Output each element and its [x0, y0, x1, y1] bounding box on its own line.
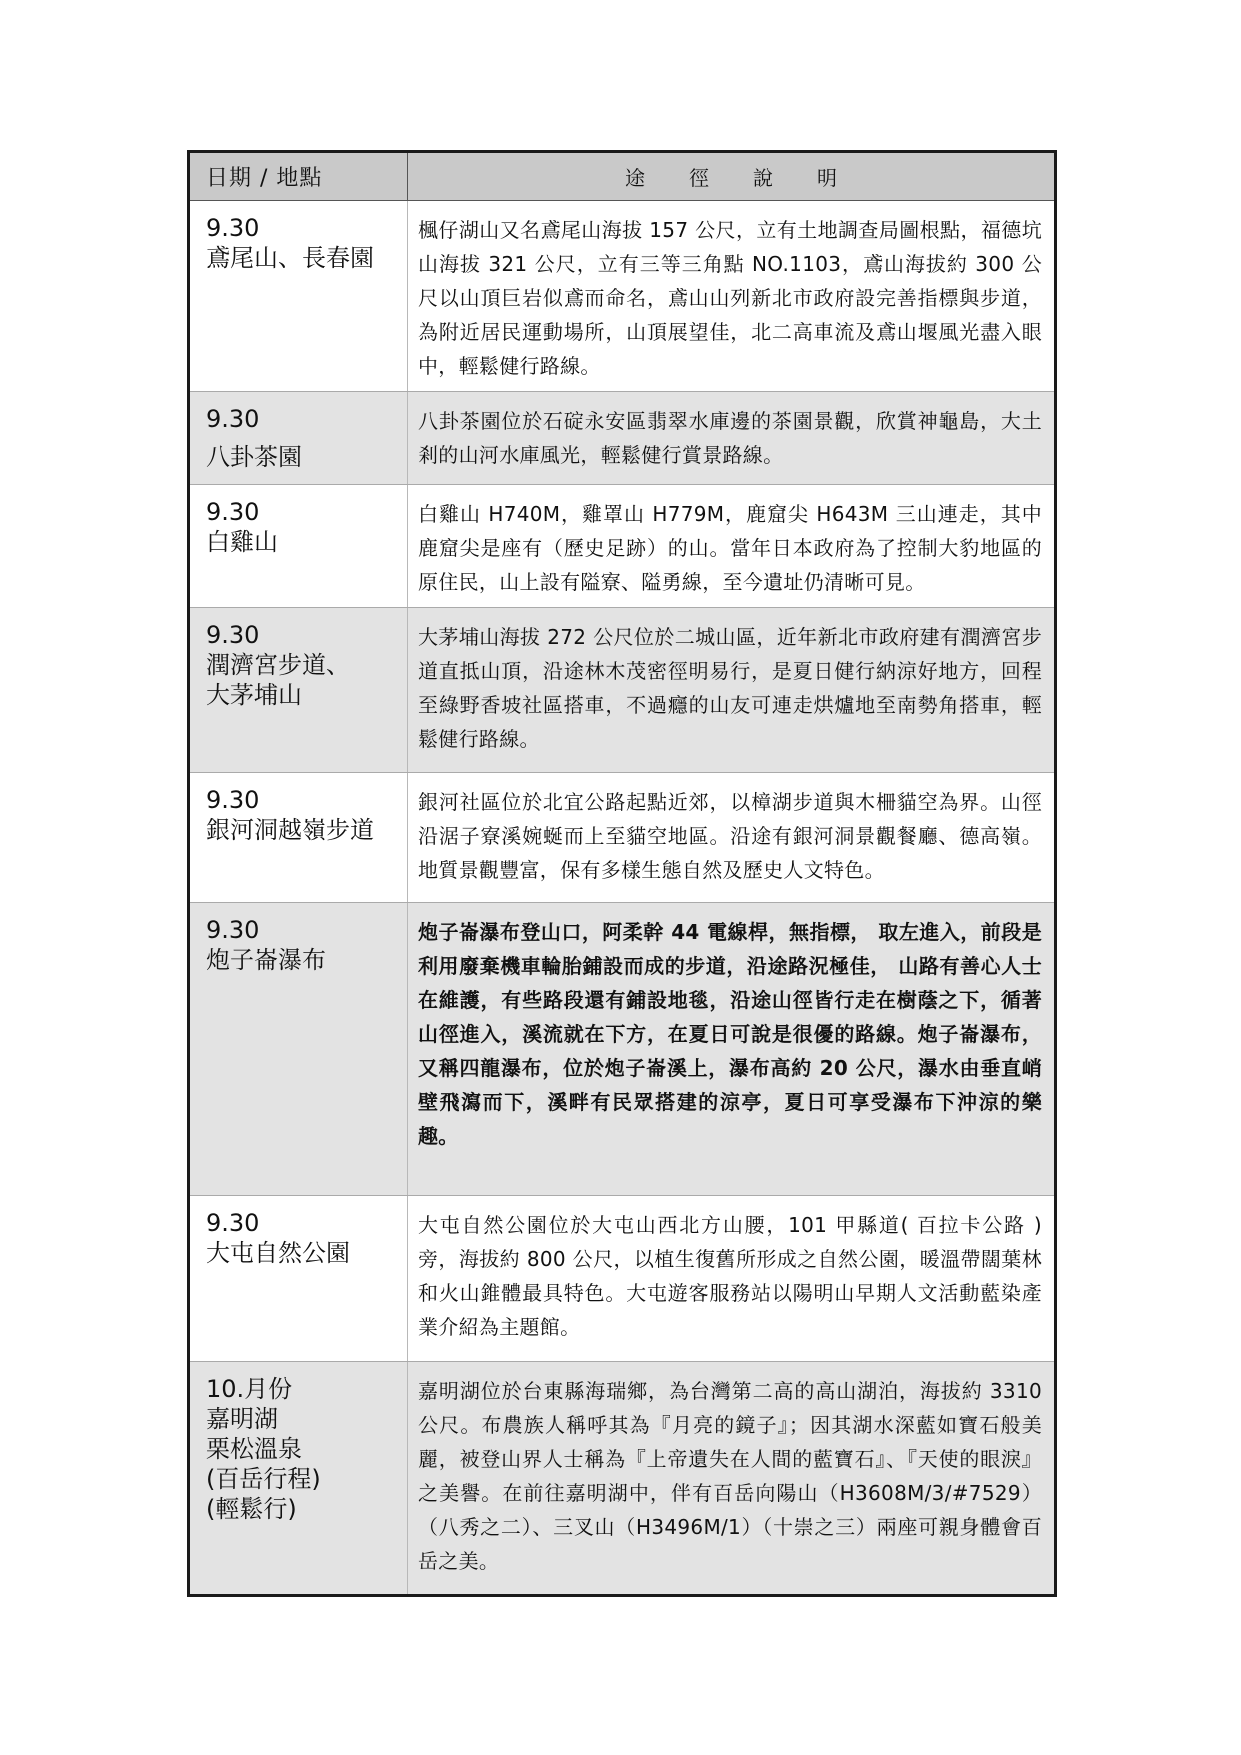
table-header	[190, 153, 1054, 201]
row-date: 9.30	[206, 621, 260, 649]
table-row	[190, 903, 1054, 1196]
route-description: 銀河社區位於北宜公路起點近郊，以樟湖步道與木柵貓空為界。山徑沿涺子寮溪婉蜒而上至貓空地區。沿途有銀河洞景觀餐廳、德高嶺。地質景觀豐富，保有多樣生態自然及歷史人文特色。	[418, 790, 1042, 882]
row-date: 9.30	[206, 786, 260, 814]
date-location-cell	[190, 608, 408, 772]
date-location-cell	[190, 1196, 408, 1361]
row-date: 10.月份	[206, 1375, 293, 1403]
row-date: 9.30	[206, 405, 260, 433]
route-description: 楓仔湖山又名鳶尾山海拔 157 公尺，立有土地調查局圖根點，福德坑山海拔 321 公尺，立有三等三角點 NO.1103，鳶山海拔約 300 公尺以山頂巨岩似鳶而命名，鳶山山列新北市政府設完善指標與步道，為附近居民運動場所，山頂展望佳，北二高車流及鳶山堰風光盡入眼中，輕鬆健行路線。	[418, 218, 1042, 378]
row-location: 潤濟宮步道、	[206, 651, 350, 679]
table-row	[190, 392, 1054, 485]
row-date: 9.30	[206, 916, 260, 944]
table-row	[190, 485, 1054, 608]
header-date-location: 日期 / 地點	[190, 153, 408, 200]
row-location: 大茅埔山	[206, 681, 302, 709]
row-location: 白雞山	[206, 528, 278, 556]
header-char: 徑	[689, 166, 709, 190]
header-char: 明	[817, 166, 837, 190]
header-route-description	[408, 153, 1054, 200]
table-row	[190, 773, 1054, 903]
route-description: 大茅埔山海拔 272 公尺位於二城山區，近年新北市政府建有潤濟宮步道直抵山頂，沿途林木茂密徑明易行，是夏日健行納涼好地方，回程至綠野香坡社區搭車，不過癮的山友可連走烘爐地至南勢角搭車，輕鬆健行路線。	[418, 625, 1042, 751]
route-description: 炮子崙瀑布登山口，阿柔幹 44 電線桿，無指標， 取左進入，前段是利用廢棄機車輪胎鋪設而成的步道，沿途路況極佳， 山路有善心人士在維護，有些路段還有鋪設地毯，沿途山徑皆行走在樹蔭之下，循著山徑進入，溪流就在下方，在夏日可說是很優的路線。炮子崙瀑布，又稱四龍瀑布，位於炮子崙溪上，瀑布高約 20 公尺，瀑水由垂直峭壁飛瀉而下，溪畔有民眾搭建的涼亭，夏日可享受瀑布下沖涼的樂趣。	[418, 920, 1042, 1148]
row-location: (百岳行程)	[206, 1465, 321, 1493]
table-row	[190, 1196, 1054, 1362]
date-location-cell	[190, 485, 408, 607]
row-date: 9.30	[206, 1209, 260, 1237]
route-description: 大屯自然公園位於大屯山西北方山腰，101 甲縣道( 百拉卡公路 ) 旁，海拔約 800 公尺，以植生復舊所形成之自然公園，暖溫帶闊葉林和火山錐體最具特色。大屯遊客服務站以陽明山早期人文活動藍染產業介紹為主題館。	[418, 1213, 1042, 1339]
row-location: 炮子崙瀑布	[206, 946, 326, 974]
header-char: 說	[753, 166, 773, 190]
date-location-cell	[190, 903, 408, 1195]
row-location: 八卦茶園	[206, 443, 302, 471]
table-row	[190, 1362, 1054, 1594]
row-location: 鳶尾山、長春園	[206, 244, 374, 272]
date-location-cell	[190, 392, 408, 484]
date-location-cell	[190, 201, 408, 391]
route-description: 白雞山 H740M，雞罩山 H779M，鹿窟尖 H643M 三山連走，其中鹿窟尖是座有（歷史足跡）的山。當年日本政府為了控制大豹地區的原住民，山上設有隘寮、隘勇線，至今遺址仍清晰可見。	[418, 502, 1042, 594]
row-date: 9.30	[206, 498, 260, 526]
itinerary-table	[187, 150, 1057, 1597]
row-location: 栗松溫泉	[206, 1435, 302, 1463]
date-location-cell	[190, 773, 408, 902]
table-row	[190, 201, 1054, 392]
row-location: 銀河洞越嶺步道	[206, 816, 374, 844]
row-location: (輕鬆行)	[206, 1495, 297, 1523]
date-location-cell	[190, 1362, 408, 1594]
route-description: 八卦茶園位於石碇永安區翡翠水庫邊的茶園景觀，欣賞神龜島，大土剎的山河水庫風光，輕鬆健行賞景路線。	[418, 409, 1042, 467]
row-location: 嘉明湖	[206, 1405, 278, 1433]
row-date: 9.30	[206, 214, 260, 242]
table-row	[190, 608, 1054, 773]
row-location: 大屯自然公園	[206, 1239, 350, 1267]
header-char: 途	[625, 166, 645, 190]
route-description: 嘉明湖位於台東縣海瑞鄉，為台灣第二高的高山湖泊，海拔約 3310 公尺。布農族人稱呼其為『月亮的鏡子』；因其湖水深藍如寶石般美麗，被登山界人士稱為『上帝遺失在人間的藍寶石』、『天使的眼淚』之美譽。在前往嘉明湖中，伴有百岳向陽山（H3608M/3/#7529）（八秀之二）、三叉山（H3496M/1）（十崇之三）兩座可親身體會百岳之美。	[418, 1379, 1042, 1573]
